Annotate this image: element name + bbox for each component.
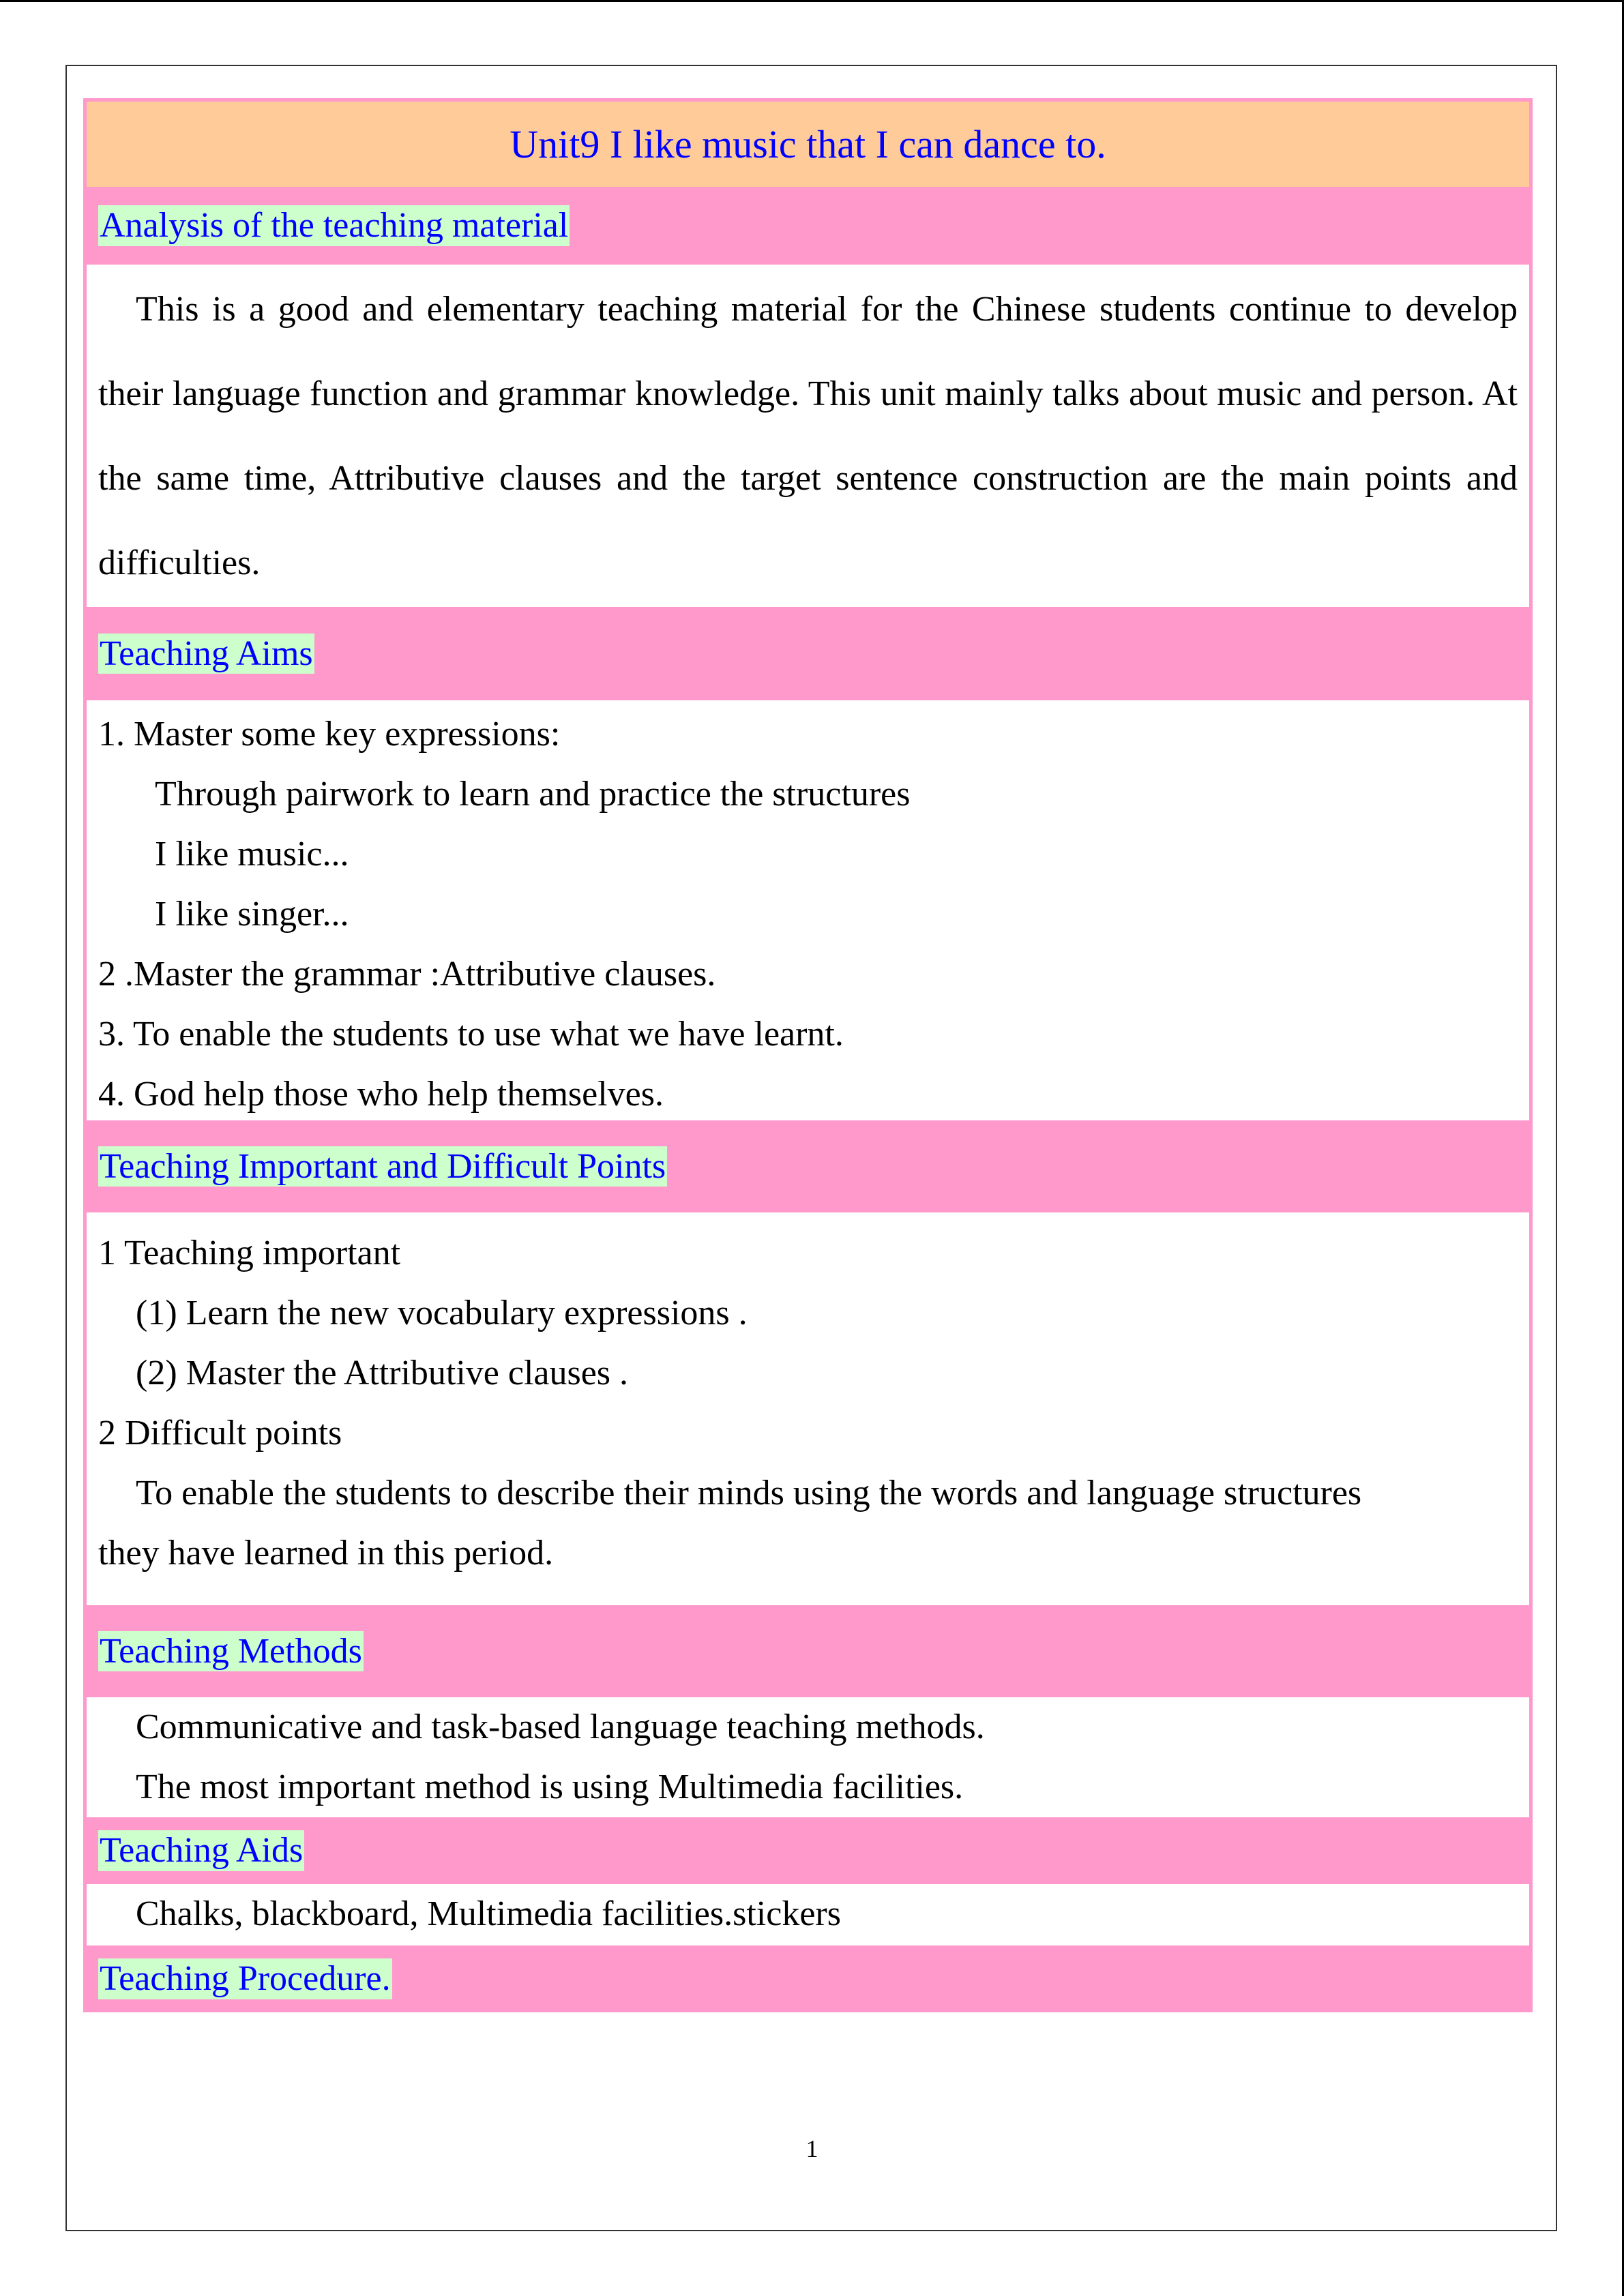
section-header-aids (87, 1817, 1529, 1884)
aims-line: 3. To enable the students to use what we have learnt. (98, 1015, 844, 1054)
points-line: (2) Master the Attributive clauses . (136, 1354, 629, 1392)
aids-content (87, 1884, 1529, 1945)
top-edge-line (0, 0, 1624, 2)
section-heading: Analysis of the teaching material (100, 206, 569, 245)
section-header-aims (87, 607, 1529, 700)
document-title: Unit9 I like music that I can dance to. (87, 102, 1529, 187)
aims-line: 4. God help those who help themselves. (98, 1075, 664, 1114)
points-content (87, 1212, 1529, 1605)
methods-line: Communicative and task-based language teaching methods. (136, 1708, 985, 1746)
section-header-points (87, 1120, 1529, 1212)
aims-line: 1. Master some key expressions: (98, 715, 561, 754)
aims-line: I like singer... (155, 895, 349, 934)
methods-line: The most important method is using Multimedia facilities. (136, 1768, 964, 1806)
section-heading: Teaching Aims (100, 633, 313, 673)
aims-line: I like music... (155, 835, 349, 874)
section-heading: Teaching Important and Difficult Points (100, 1146, 666, 1186)
section-header-procedure (87, 1945, 1529, 2012)
aids-line: Chalks, blackboard, Multimedia facilities.stickers (136, 1894, 841, 1933)
section-heading: Teaching Aids (100, 1831, 304, 1870)
section-heading: Teaching Procedure. (100, 1959, 391, 1999)
points-line: To enable the students to describe their minds using the words and language structures (136, 1474, 1362, 1512)
section-heading: Teaching Methods (100, 1631, 362, 1671)
points-line: 2 Difficult points (98, 1414, 342, 1452)
points-line: 1 Teaching important (98, 1234, 401, 1272)
methods-content (87, 1697, 1529, 1817)
section-header-analysis (87, 187, 1529, 265)
analysis-content (87, 265, 1529, 607)
section-header-methods (87, 1605, 1529, 1697)
page-number: 1 (806, 2135, 818, 2162)
aims-line: Through pairwork to learn and practice the structures (155, 775, 911, 814)
points-line: (1) Learn the new vocabulary expressions . (136, 1294, 748, 1332)
points-line: they have learned in this period. (98, 1534, 554, 1572)
analysis-paragraph: This is a good and elementary teaching material for the Chinese students continue to develop their language function and grammar knowledge. This unit mainly talks about music and person. At the same time, Attributive clauses and the target sentence construction are the main points and difficulties. (98, 290, 1518, 582)
aims-content (87, 700, 1529, 1120)
lesson-plan-table (83, 98, 1533, 2012)
aims-line: 2 .Master the grammar :Attributive clauses. (98, 955, 716, 994)
